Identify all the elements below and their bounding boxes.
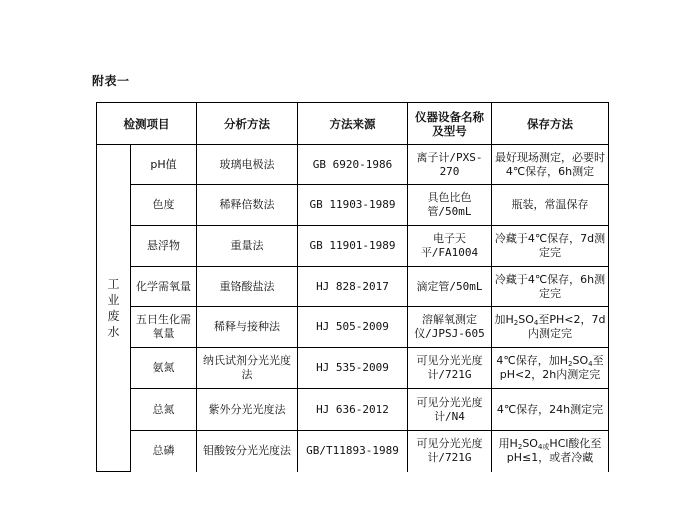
item-cell: 总磷 — [131, 431, 197, 472]
table-row — [97, 431, 609, 472]
instrument-cell: 具色比色管/50mL — [408, 185, 492, 226]
instrument-cell: 可见分光光度计/721G — [408, 348, 492, 389]
table-row — [97, 307, 609, 348]
preservation-cell: 冷藏于4℃保存，7d测定完 — [492, 226, 609, 267]
source-cell: GB 11901-1989 — [298, 226, 408, 267]
item-cell: 五日生化需氧量 — [131, 307, 197, 348]
item-cell: 色度 — [131, 185, 197, 226]
preservation-cell: 瓶装，常温保存 — [492, 185, 609, 226]
header-row — [97, 103, 609, 145]
preservation-cell: 冷藏于4℃保存，6h测定完 — [492, 267, 609, 307]
table-row — [97, 389, 609, 431]
method-cell: 重量法 — [197, 226, 298, 267]
item-cell: 悬浮物 — [131, 226, 197, 267]
source-cell: GB 6920-1986 — [298, 145, 408, 185]
method-cell: 纳氏试剂分光光度法 — [197, 348, 298, 389]
instrument-cell: 电子天平/FA1004 — [408, 226, 492, 267]
method-cell: 稀释与接种法 — [197, 307, 298, 348]
item-cell: 化学需氧量 — [131, 267, 197, 307]
header-item: 检测项目 — [97, 103, 197, 145]
preservation-cell: 4℃保存，加$H_2SO_4$至pH<2，2h内测定完 — [492, 348, 609, 389]
table-row — [97, 226, 609, 267]
method-cell: 玻璃电极法 — [197, 145, 298, 185]
instrument-cell: 离子计/PXS-270 — [408, 145, 492, 185]
method-cell: 紫外分光光度法 — [197, 389, 298, 431]
header-preservation: 保存方法 — [492, 103, 609, 145]
instrument-cell: 溶解氧测定仪/JPSJ-605 — [408, 307, 492, 348]
table-row — [97, 348, 609, 389]
table-row — [97, 145, 609, 185]
source-cell: HJ 828-2017 — [298, 267, 408, 307]
source-cell: HJ 636-2012 — [298, 389, 408, 431]
preservation-cell: 4℃保存，24h测定完 — [492, 389, 609, 431]
preservation-cell: 最好现场测定，必要时4℃保存，6h测定 — [492, 145, 609, 185]
instrument-cell: 可见分光光度计/N4 — [408, 389, 492, 431]
appendix-title: 附表一 — [92, 74, 130, 88]
item-cell: 氨氮 — [131, 348, 197, 389]
method-cell: 重铬酸盐法 — [197, 267, 298, 307]
instrument-cell: 滴定管/50mL — [408, 267, 492, 307]
header-method: 分析方法 — [197, 103, 298, 145]
source-cell: GB 11903-1989 — [298, 185, 408, 226]
category-cell: 工业废水 — [97, 145, 131, 472]
table-row — [97, 185, 609, 226]
item-cell: pH值 — [131, 145, 197, 185]
instrument-cell: 可见分光光度计/721G — [408, 431, 492, 472]
source-cell: HJ 505-2009 — [298, 307, 408, 348]
preservation-cell: 加$H_2SO_4$至PH<2，7d内测定完 — [492, 307, 609, 348]
method-cell: 钼酸铵分光光度法 — [197, 431, 298, 472]
source-cell: GB/T11893-1989 — [298, 431, 408, 472]
monitoring-methods-table — [96, 102, 609, 472]
header-instrument: 仪器设备名称及型号 — [408, 103, 492, 145]
method-cell: 稀释倍数法 — [197, 185, 298, 226]
table-row — [97, 267, 609, 307]
source-cell: HJ 535-2009 — [298, 348, 408, 389]
preservation-cell: 用$H_2SO_{4或}HCl$酸化至pH≤1，或者冷藏 — [492, 431, 609, 472]
header-source: 方法来源 — [298, 103, 408, 145]
item-cell: 总氮 — [131, 389, 197, 431]
